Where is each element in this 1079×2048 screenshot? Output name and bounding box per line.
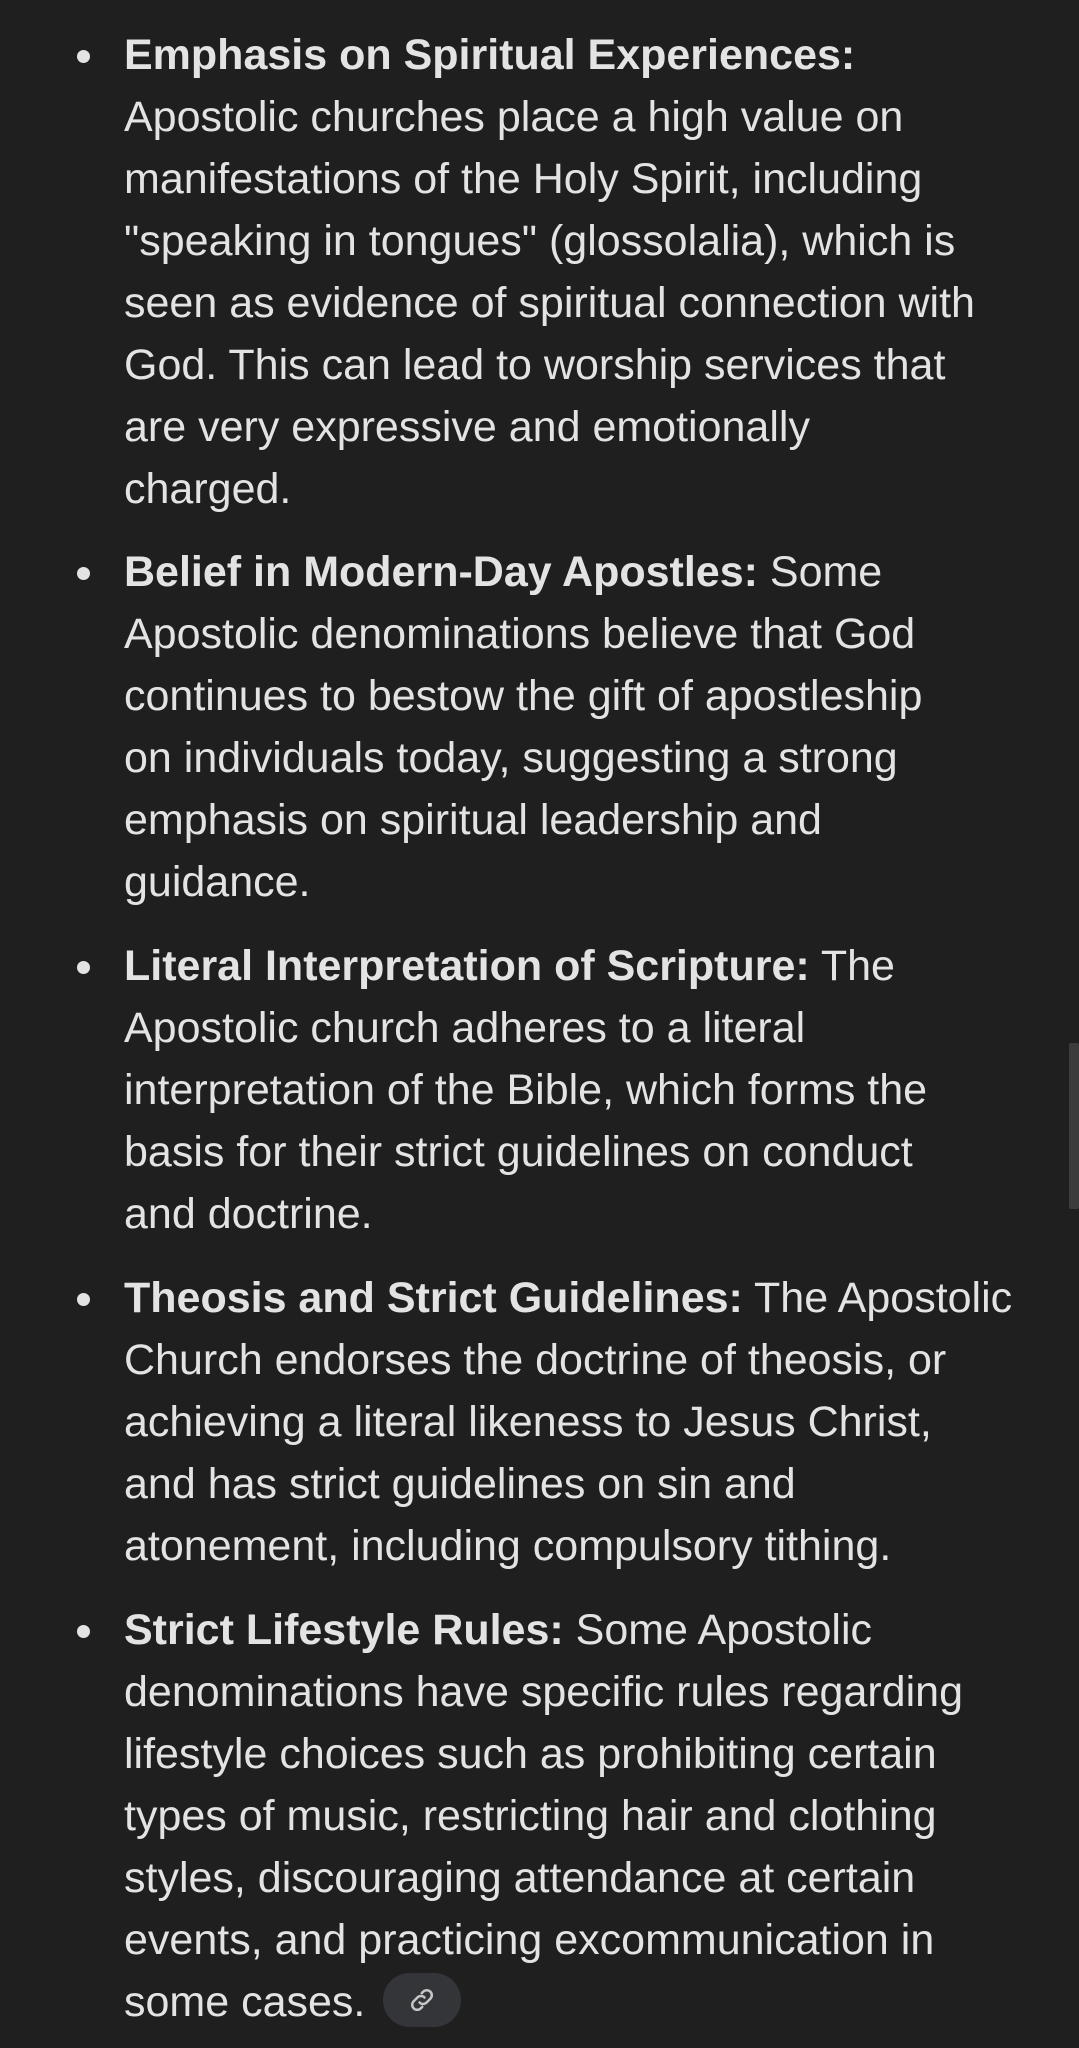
item-text-line: manifestations of the Holy Spirit, including bbox=[124, 155, 923, 203]
item-text-line: guidance. bbox=[124, 858, 311, 906]
item-text: Some bbox=[769, 548, 883, 596]
item-text-line: Apostolic church adheres to a literal bbox=[124, 1004, 806, 1052]
item-text-line: Apostolic churches place a high value on bbox=[124, 93, 904, 141]
item-text-line: emphasis on spiritual leadership and bbox=[124, 796, 822, 844]
item-text-line: continues to bestow the gift of apostleship bbox=[124, 672, 923, 720]
link-icon bbox=[407, 1985, 437, 2015]
scrollbar-thumb[interactable] bbox=[1069, 1043, 1079, 1209]
item-text-line: and doctrine. bbox=[124, 1190, 373, 1238]
item-text-line: and has strict guidelines on sin and bbox=[124, 1460, 796, 1508]
item-text: Some Apostolic bbox=[575, 1606, 873, 1654]
item-heading: Emphasis on Spiritual Experiences: bbox=[124, 31, 856, 79]
item-text-line: types of music, restricting hair and clothing bbox=[124, 1792, 937, 1840]
item-text: The bbox=[820, 942, 895, 990]
source-link-button[interactable] bbox=[383, 1973, 461, 2027]
bullet-dot bbox=[77, 961, 90, 974]
scrollbar[interactable] bbox=[1069, 0, 1079, 2048]
item-text-line: achieving a literal likeness to Jesus Christ, bbox=[124, 1398, 932, 1446]
item-heading: Belief in Modern-Day Apostles: bbox=[124, 548, 758, 596]
item-heading: Strict Lifestyle Rules: bbox=[124, 1606, 564, 1654]
list-item bbox=[124, 24, 1044, 520]
item-heading: Literal Interpretation of Scripture: bbox=[124, 942, 810, 990]
item-text-line: are very expressive and emotionally bbox=[124, 403, 810, 451]
item-text-line: Church endorses the doctrine of theosis, or bbox=[124, 1336, 947, 1384]
item-text-line: denominations have specific rules regarding bbox=[124, 1668, 963, 1716]
list-item bbox=[124, 541, 1044, 913]
bullet-dot bbox=[77, 1625, 90, 1638]
item-text-line: events, and practicing excommunication in bbox=[124, 1916, 935, 1964]
item-heading: Theosis and Strict Guidelines: bbox=[124, 1274, 743, 1322]
item-text-line: lifestyle choices such as prohibiting certain bbox=[124, 1730, 937, 1778]
item-text-line: seen as evidence of spiritual connection with bbox=[124, 279, 975, 327]
item-text-line: God. This can lead to worship services that bbox=[124, 341, 946, 389]
item-text-line: charged. bbox=[124, 465, 292, 513]
item-text-line: styles, discouraging attendance at certain bbox=[124, 1854, 916, 1902]
item-text-line: basis for their strict guidelines on conduct bbox=[124, 1128, 913, 1176]
item-text-line: interpretation of the Bible, which forms the bbox=[124, 1066, 928, 1114]
bullet-dot bbox=[77, 567, 90, 580]
item-text-line: on individuals today, suggesting a strong bbox=[124, 734, 898, 782]
item-text-line: atonement, including compulsory tithing. bbox=[124, 1522, 892, 1570]
item-text-line: Apostolic denominations believe that God bbox=[124, 610, 916, 658]
list-item bbox=[124, 1267, 1044, 1577]
item-text: some cases. bbox=[124, 1978, 366, 2026]
list-item bbox=[124, 935, 1044, 1245]
item-text-line: "speaking in tongues" (glossolalia), which is bbox=[124, 217, 956, 265]
bullet-dot bbox=[77, 1293, 90, 1306]
item-text: The Apostolic bbox=[754, 1274, 1013, 1322]
bullet-dot bbox=[77, 50, 90, 63]
list-item bbox=[124, 1599, 1044, 2033]
